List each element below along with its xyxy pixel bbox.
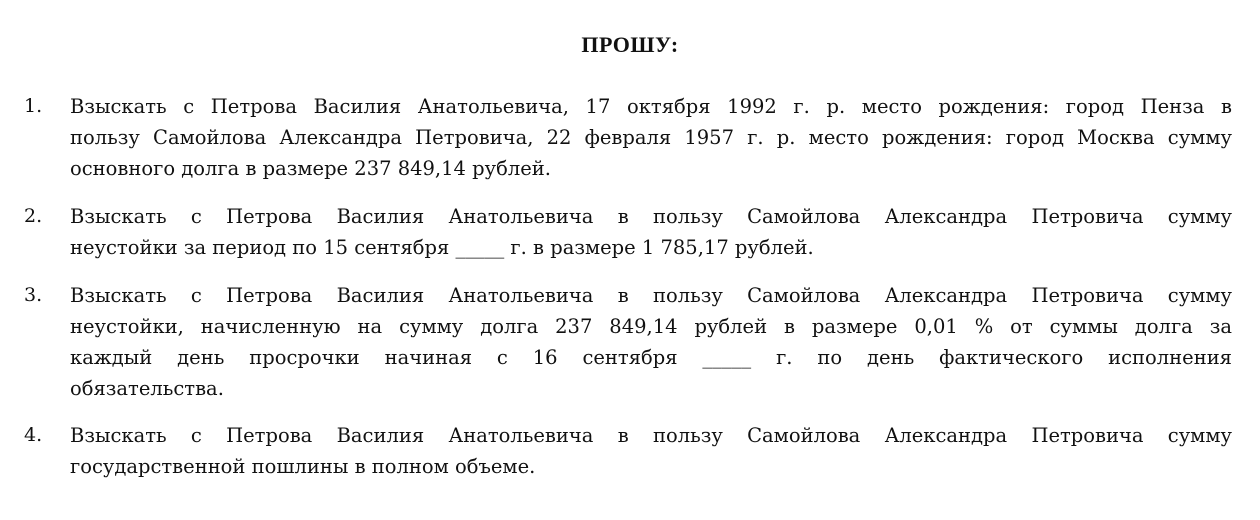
item-number: 3. xyxy=(24,284,43,306)
item-line: неустойки, начисленную на сумму долга 237 849,14 рублей в размере 0,01 % от суммы долга за xyxy=(70,315,1232,338)
item-text xyxy=(70,201,1232,263)
item-text xyxy=(70,91,1232,184)
item-line: государственной пошлины в полном объеме. xyxy=(70,455,536,478)
item-text xyxy=(70,420,1232,482)
item-number: 1. xyxy=(24,95,43,117)
item-line: каждый день просрочки начиная с 16 сентября _____ г. по день фактического исполнения xyxy=(70,346,1232,369)
item-line: неустойки за период по 15 сентября _____ г. в размере 1 785,17 рублей. xyxy=(70,236,814,259)
item-line: обязательства. xyxy=(70,377,224,400)
item-line: основного долга в размере 237 849,14 рублей. xyxy=(70,157,551,180)
item-line: Взыскать с Петрова Василия Анатольевича в пользу Самойлова Александра Петровича сумму xyxy=(70,424,1232,447)
document-heading: ПРОШУ: xyxy=(581,32,679,57)
item-number: 2. xyxy=(24,205,43,227)
item-text xyxy=(70,280,1232,404)
item-line: Взыскать с Петрова Василия Анатольевича в пользу Самойлова Александра Петровича сумму xyxy=(70,284,1232,307)
item-number: 4. xyxy=(24,424,43,446)
item-line: Взыскать с Петрова Василия Анатольевича в пользу Самойлова Александра Петровича сумму xyxy=(70,205,1232,228)
item-line: Взыскать с Петрова Василия Анатольевича, 17 октября 1992 г. р. место рождения: город Пенза в xyxy=(70,95,1232,118)
item-line: пользу Самойлова Александра Петровича, 22 февраля 1957 г. р. место рождения: город Москва сумму xyxy=(70,126,1232,149)
